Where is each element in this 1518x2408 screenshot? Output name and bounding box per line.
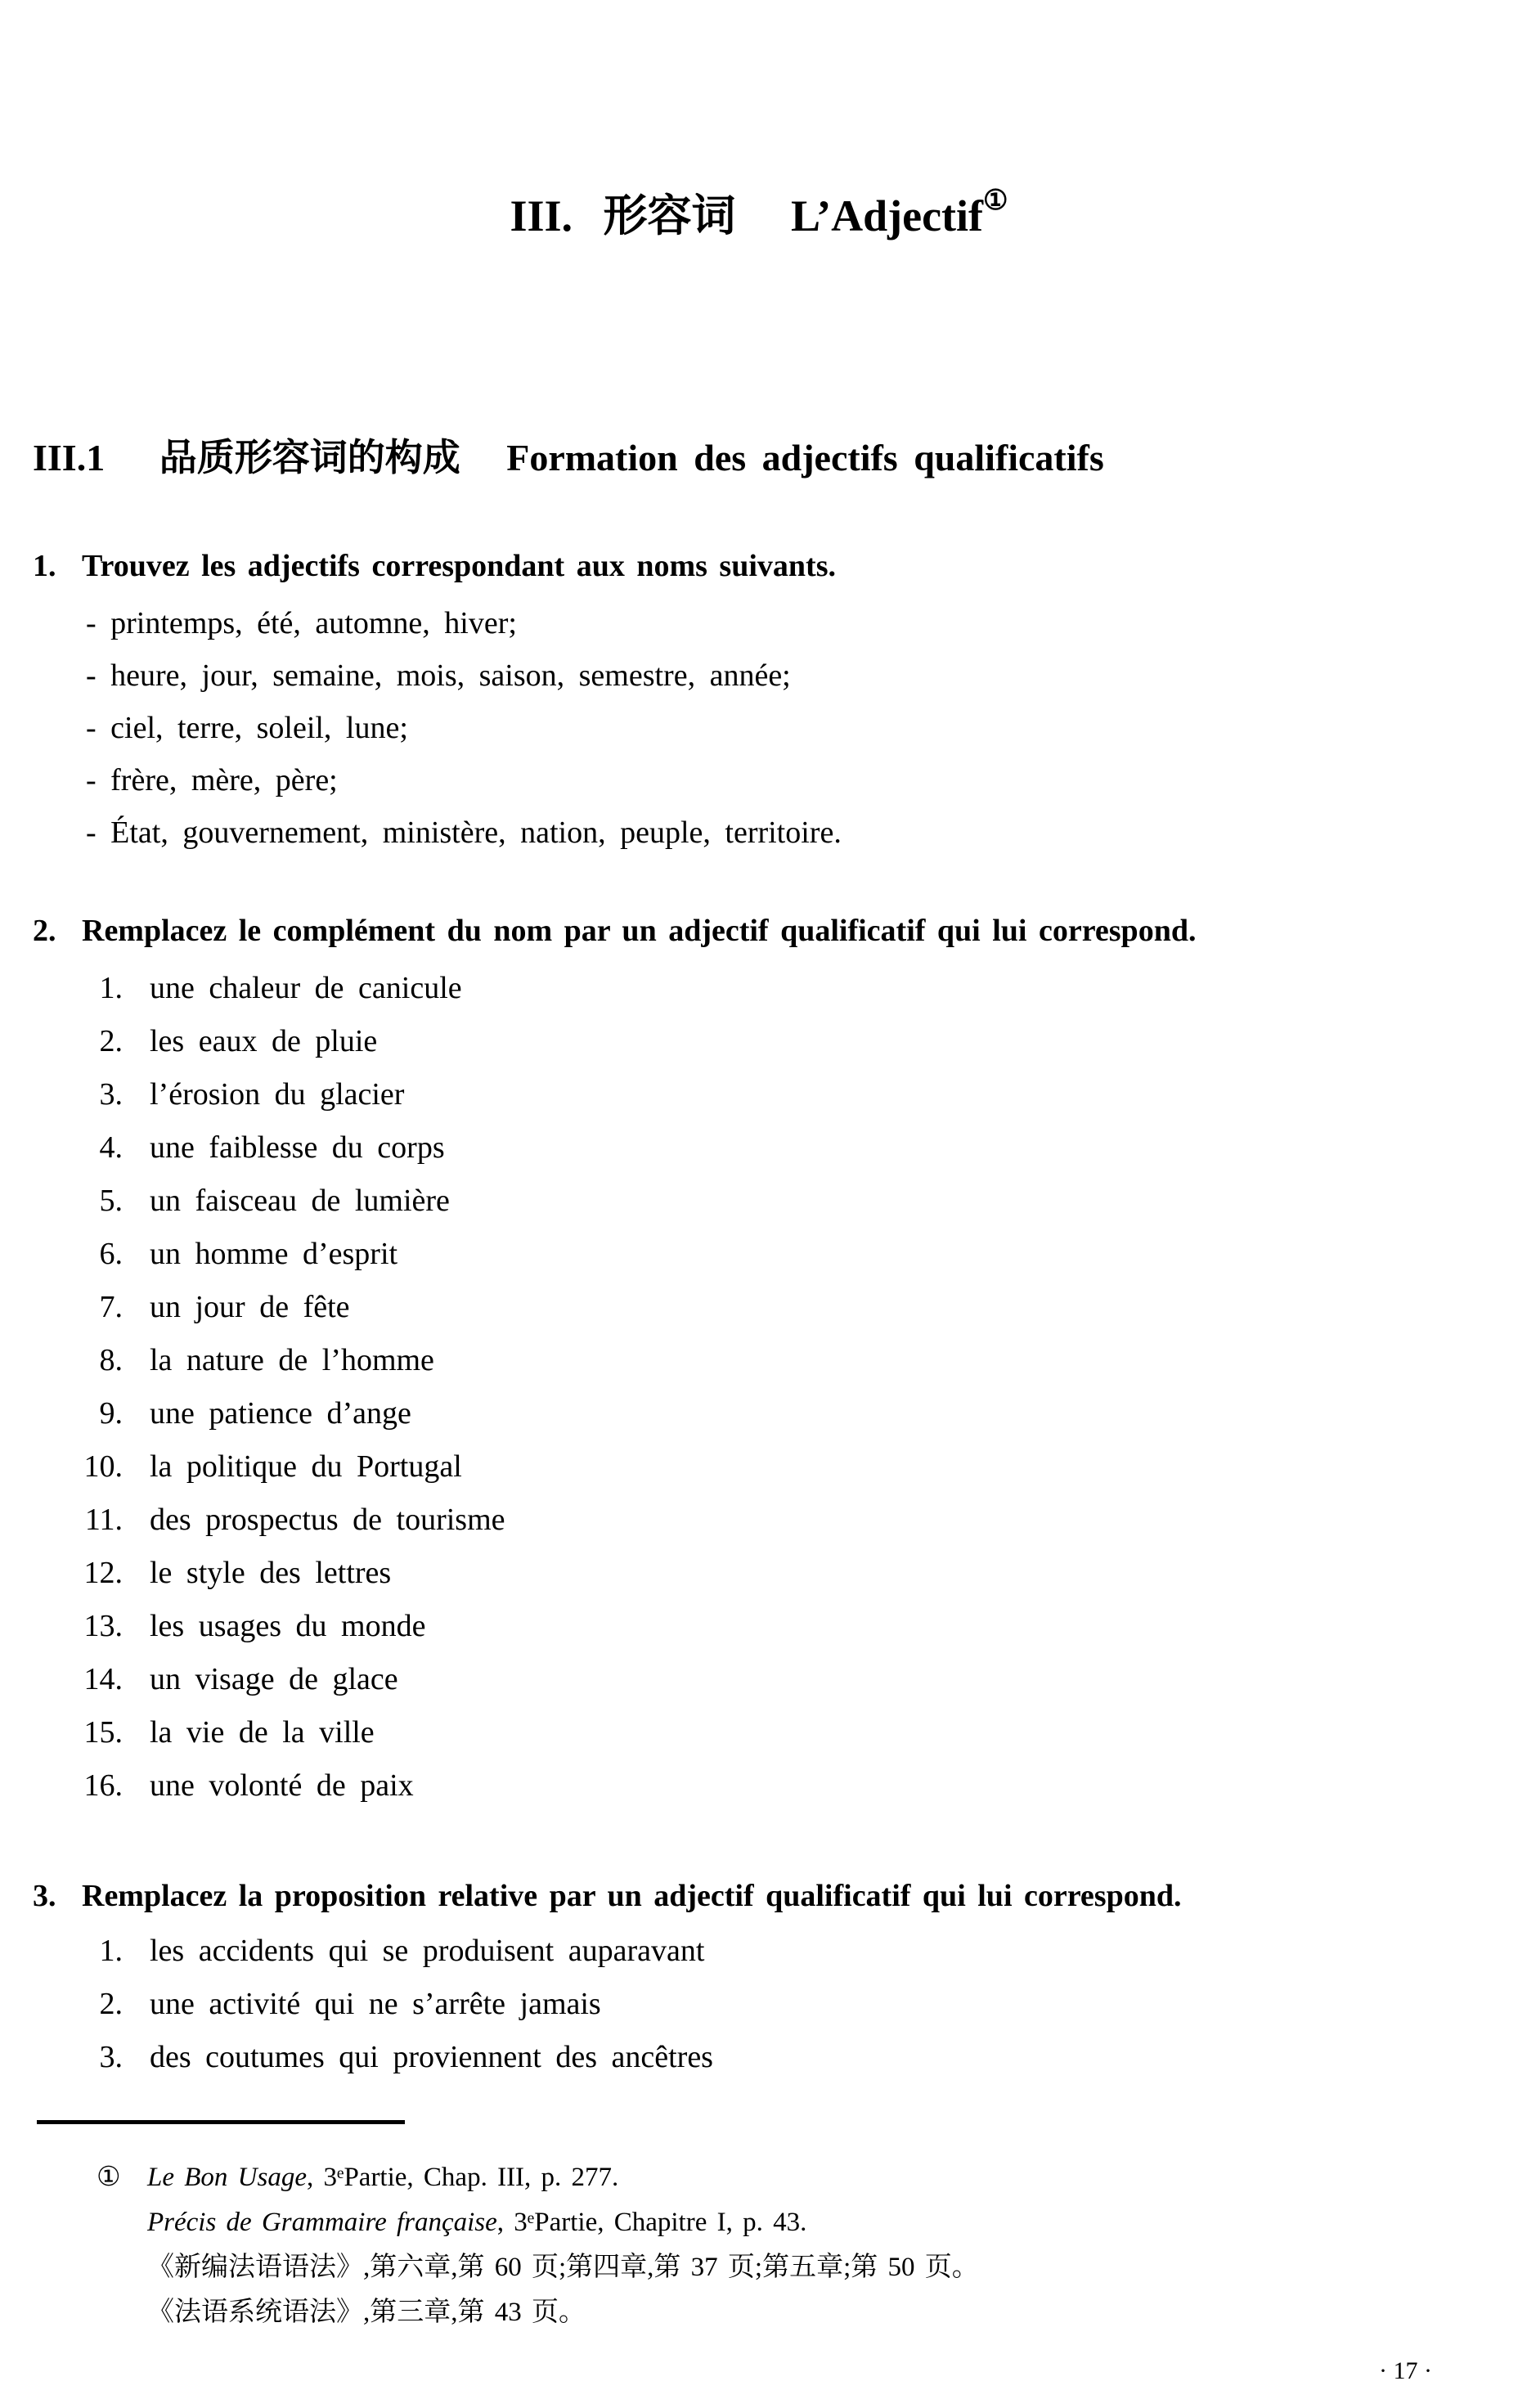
- exercise-1-heading: [33, 550, 1518, 582]
- exercise-1-title: Trouvez les adjectifs correspondant aux noms suivants.: [82, 549, 836, 583]
- item-number: 3.: [99, 1077, 123, 1112]
- title-chinese: 形容词: [603, 191, 736, 240]
- exercise-2: [0, 914, 1518, 1813]
- list-item: [75, 1600, 1518, 1653]
- list-item: [75, 1494, 1518, 1547]
- footnote-line: [147, 2200, 979, 2245]
- item-number: 15.: [83, 1715, 123, 1750]
- title-footnote-mark: ①: [983, 186, 1008, 216]
- item-text: un jour de fête: [150, 1290, 350, 1324]
- item-number: 2.: [99, 1987, 123, 2021]
- item-number: 3.: [99, 2040, 123, 2074]
- list-item: [75, 1175, 1518, 1228]
- list-item: [75, 1015, 1518, 1068]
- title-roman-numeral: III.: [510, 191, 573, 240]
- list-item: [75, 1334, 1518, 1387]
- exercise-2-title: Remplacez le complément du nom par un adjectif qualificatif qui lui correspond.: [82, 914, 1197, 948]
- footnote-work-title: Le Bon Usage: [147, 2163, 307, 2192]
- list-item: [75, 1978, 1518, 2031]
- list-item: [75, 1387, 1518, 1440]
- footnote-line: 《法语系统语法》,第三章,第 43 页。: [147, 2298, 586, 2327]
- exercise-3-number: 3.: [33, 1879, 56, 1913]
- item-text: une activité qui ne s’arrête jamais: [150, 1987, 601, 2021]
- list-item: [75, 2031, 1518, 2084]
- exercise-3-title: Remplacez la proposition relative par un adjectif qualificatif qui lui correspond.: [82, 1879, 1182, 1913]
- list-item: [75, 1228, 1518, 1281]
- item-text: le style des lettres: [150, 1556, 392, 1590]
- footnote: [97, 2155, 1518, 2335]
- item-text: une faiblesse du corps: [150, 1130, 445, 1165]
- section-number: III.1: [33, 437, 106, 478]
- exercise-2-number: 2.: [33, 914, 56, 948]
- footnote-mark: ①: [97, 2163, 121, 2192]
- item-text: un homme d’esprit: [150, 1237, 398, 1271]
- item-text: des prospectus de tourisme: [150, 1503, 505, 1537]
- list-item: - ciel, terre, soleil, lune;: [86, 711, 408, 745]
- footnote-work-title: Précis de Grammaire française: [147, 2208, 497, 2237]
- item-number: 1.: [99, 971, 123, 1005]
- item-number: 9.: [99, 1396, 123, 1431]
- item-number: 11.: [84, 1503, 123, 1537]
- list-item: [75, 962, 1518, 1015]
- item-number: 16.: [83, 1768, 123, 1803]
- exercise-1-number: 1.: [33, 549, 56, 583]
- exercise-3-heading: [33, 1880, 1518, 1912]
- item-number: 6.: [99, 1237, 123, 1271]
- exercise-3: [0, 1880, 1518, 2084]
- item-number: 4.: [99, 1130, 123, 1165]
- item-text: les usages du monde: [150, 1609, 426, 1643]
- item-text: les accidents qui se produisent auparavant: [150, 1934, 705, 1968]
- exercise-2-heading: [33, 914, 1518, 947]
- item-number: 2.: [99, 1024, 123, 1058]
- section-title-chinese: 品质形容词的构成: [159, 437, 460, 478]
- item-text: la vie de la ville: [150, 1715, 375, 1750]
- list-item: [75, 1440, 1518, 1494]
- item-text: un faisceau de lumière: [150, 1184, 450, 1218]
- list-item: - État, gouvernement, ministère, nation, peuple, territoire.: [86, 815, 842, 850]
- item-text: une chaleur de canicule: [150, 971, 462, 1005]
- exercise-1: [0, 550, 1518, 859]
- section-title-french: Formation des adjectifs qualificatifs: [506, 437, 1104, 478]
- list-item: [75, 1759, 1518, 1813]
- footnote-reference: , 3ᵉPartie, Chap. III, p. 277.: [306, 2163, 619, 2192]
- list-item: - heure, jour, semaine, mois, saison, semestre, année;: [86, 658, 791, 693]
- list-item: - printemps, été, automne, hiver;: [86, 606, 517, 640]
- item-number: 7.: [99, 1290, 123, 1324]
- item-number: 13.: [83, 1609, 123, 1643]
- exercise-3-list: [75, 1925, 1518, 2084]
- item-number: 8.: [99, 1343, 123, 1377]
- page-number: · 17 ·: [1379, 2357, 1432, 2384]
- list-item: [75, 1706, 1518, 1759]
- exercise-1-list: [86, 597, 1518, 859]
- list-item: [75, 1547, 1518, 1600]
- item-text: une patience d’ange: [150, 1396, 411, 1431]
- list-item: - frère, mère, père;: [86, 763, 338, 797]
- item-text: les eaux de pluie: [150, 1024, 378, 1058]
- item-text: la nature de l’homme: [150, 1343, 434, 1377]
- list-item: [75, 1925, 1518, 1978]
- footnote-line: 《新编法语语法》,第六章,第 60 页;第四章,第 37 页;第五章;第 50 页。: [147, 2253, 979, 2282]
- footnote-line: [147, 2155, 979, 2200]
- page-title: [0, 0, 1518, 239]
- footnote-rule: [37, 2120, 405, 2124]
- list-item: [75, 1653, 1518, 1706]
- list-item: [75, 1281, 1518, 1334]
- item-text: la politique du Portugal: [150, 1449, 462, 1484]
- item-text: des coutumes qui proviennent des ancêtres: [150, 2040, 713, 2074]
- section-heading: [33, 438, 1518, 478]
- item-text: un visage de glace: [150, 1662, 398, 1696]
- footnote-reference: , 3ᵉPartie, Chapitre I, p. 43.: [496, 2208, 807, 2237]
- list-item: [75, 1068, 1518, 1121]
- item-number: 12.: [83, 1556, 123, 1590]
- item-text: une volonté de paix: [150, 1768, 414, 1803]
- footnote-lines: [147, 2155, 979, 2335]
- item-number: 1.: [99, 1934, 123, 1968]
- list-item: [75, 1121, 1518, 1175]
- item-number: 5.: [99, 1184, 123, 1218]
- exercise-2-list: [75, 962, 1518, 1813]
- title-french: L’Adjectif: [791, 191, 984, 240]
- item-number: 10.: [83, 1449, 123, 1484]
- item-text: l’érosion du glacier: [150, 1077, 405, 1112]
- item-number: 14.: [83, 1662, 123, 1696]
